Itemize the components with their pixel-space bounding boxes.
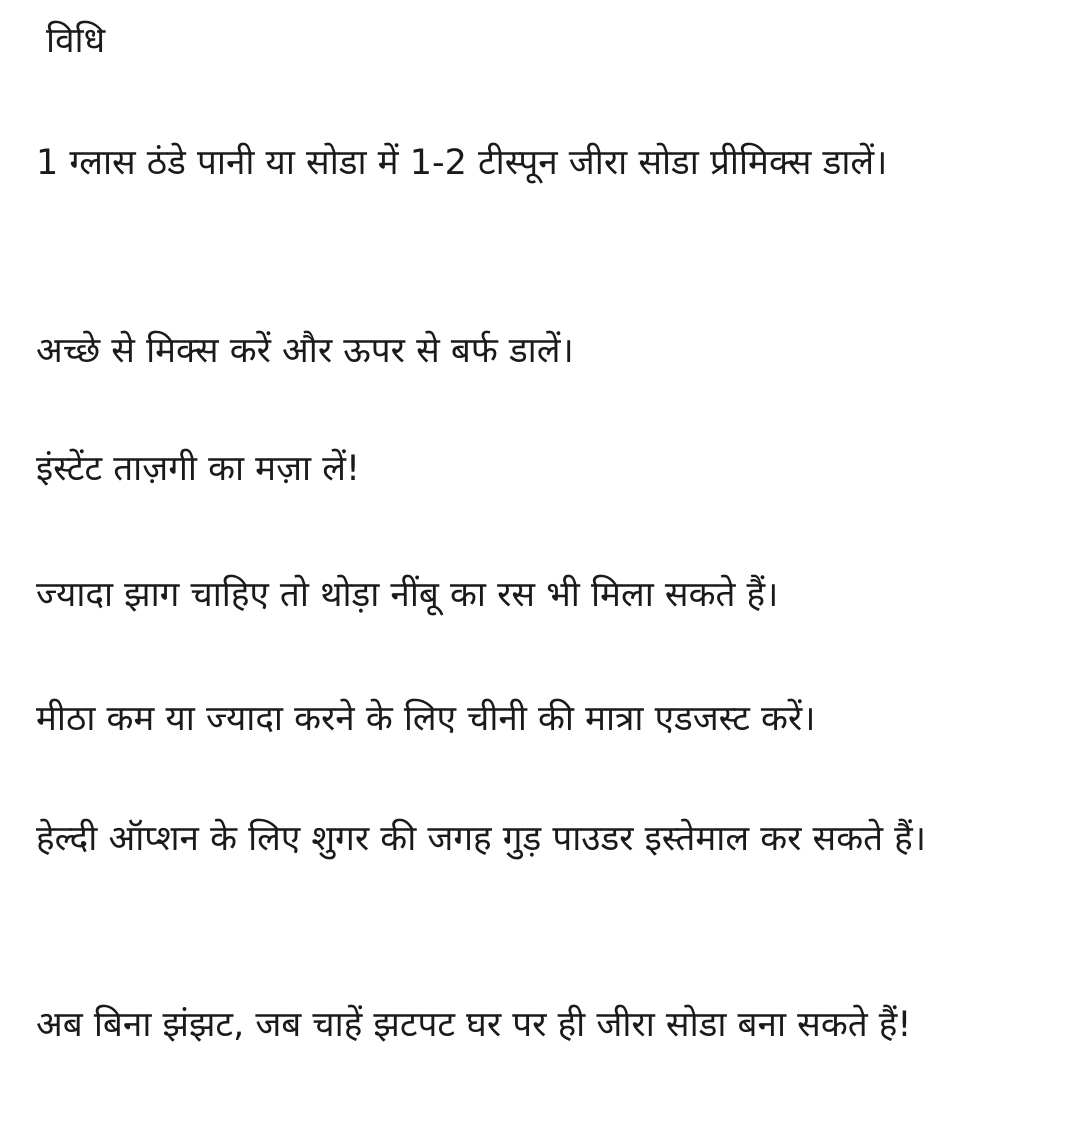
step-4-text: ज्यादा झाग चाहिए तो थोड़ा नींबू का रस भी मिला सकते हैं। [36, 575, 779, 615]
step-3-text: इंस्टेंट ताज़गी का मज़ा लें! [36, 449, 361, 489]
step-7-text: अब बिना झंझट, जब चाहें झटपट घर पर ही जीरा सोडा बना सकते हैं! [36, 1005, 912, 1045]
section-heading: विधि [46, 21, 106, 61]
step-5-text: मीठा कम या ज्यादा करने के लिए चीनी की मात्रा एडजस्ट करें। [36, 699, 816, 739]
step-1-text: 1 ग्लास ठंडे पानी या सोडा में 1-2 टीस्पून जीरा सोडा प्रीमिक्स डालें। [36, 143, 888, 183]
step-6-text: हेल्दी ऑप्शन के लिए शुगर की जगह गुड़ पाउडर इस्तेमाल कर सकते हैं। [36, 819, 926, 859]
step-2-text: अच्छे से मिक्स करें और ऊपर से बर्फ डालें। [36, 331, 574, 371]
